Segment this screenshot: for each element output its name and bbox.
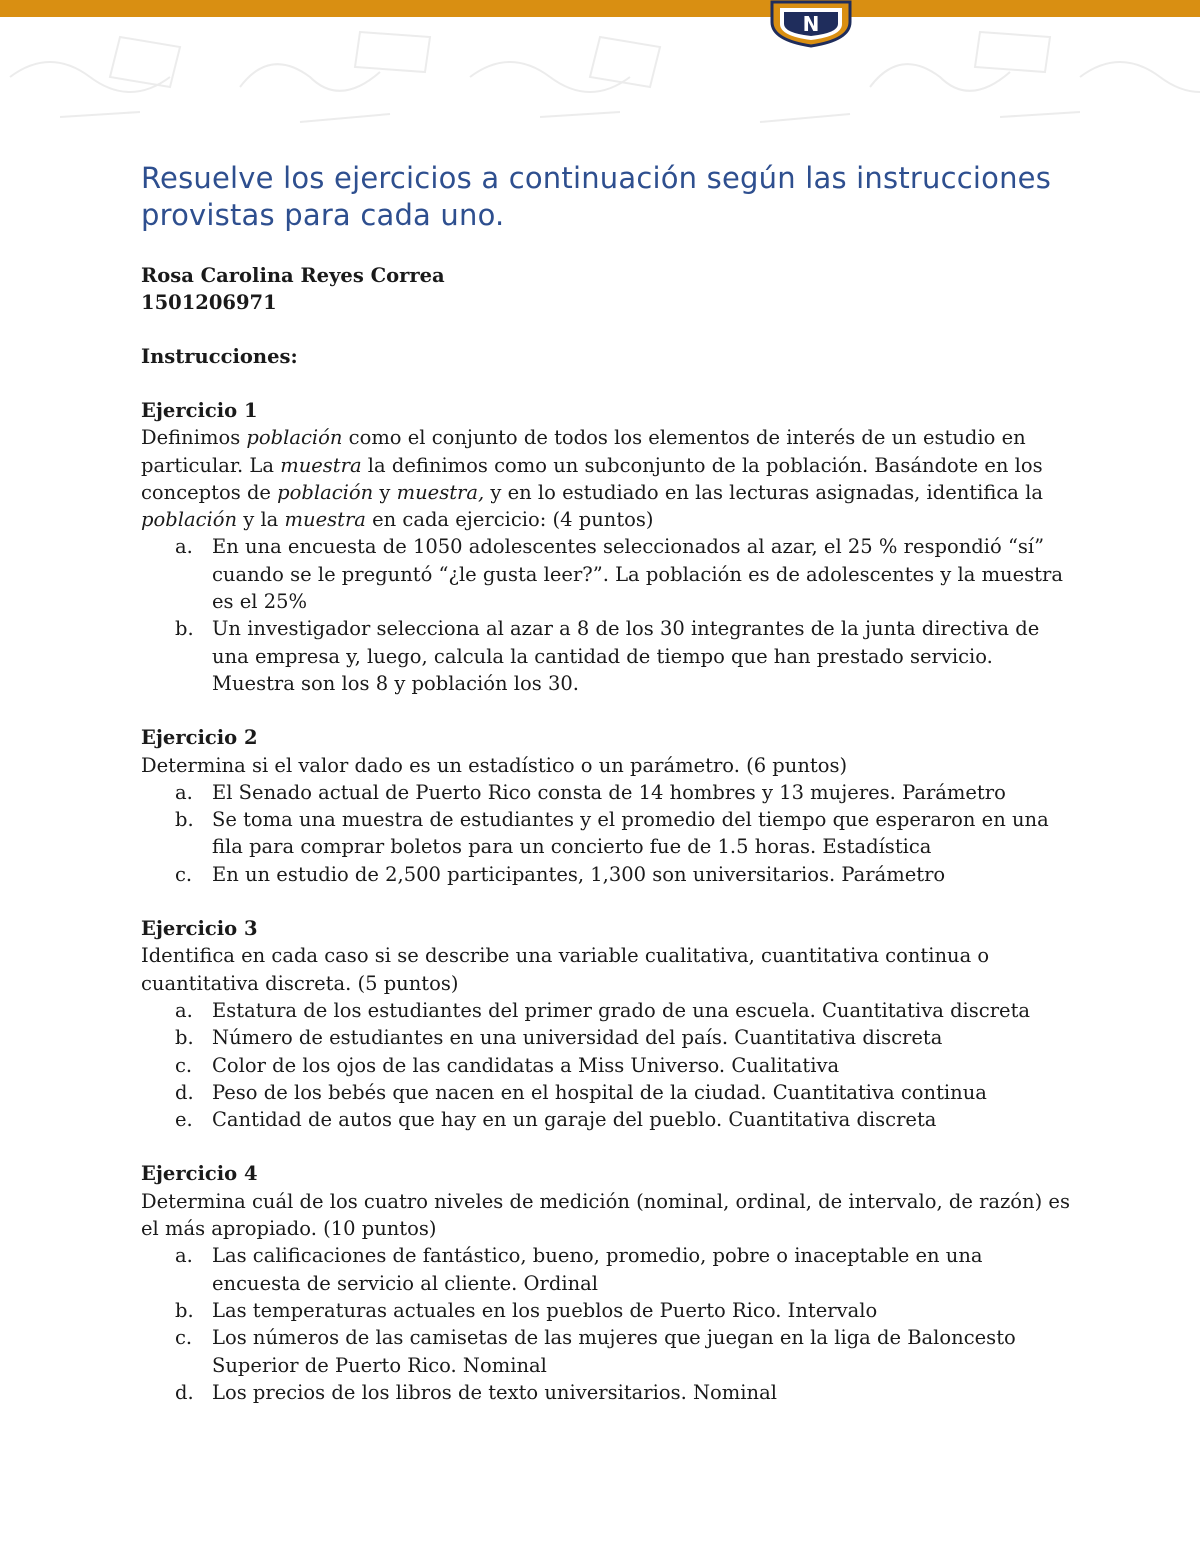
statement-text: en cada ejercicio: (4 puntos) [365,508,654,532]
exercise-3 [141,915,1071,1133]
item-text: Peso de los bebés que nacen en el hospital de la ciudad. Cuantitativa continua [212,1080,987,1104]
item-marker: b. [175,1026,194,1050]
item-marker: c. [175,1053,193,1077]
item-marker: c. [175,1326,193,1350]
item-text: Cantidad de autos que hay en un garaje del pueblo. Cuantitativa discreta [212,1108,937,1132]
page-title: Resuelve los ejercicios a continuación según las instrucciones provistas para cada uno. [141,161,1052,232]
list-item [141,533,1071,615]
item-text: En un estudio de 2,500 participantes, 1,300 son universitarios. Parámetro [212,862,946,886]
exercise-items [141,997,1071,1133]
exercise-items [141,1242,1071,1406]
list-item [141,1379,1071,1406]
student-id: 1501206971 [141,291,277,314]
statement-text: Definimos [141,426,247,450]
exercise-statement [141,424,1071,533]
statement-text: y en lo estudiado en las lecturas asignadas, identifica la [484,480,1043,504]
item-text: Los precios de los libros de texto universitarios. Nominal [212,1380,777,1404]
list-item [141,997,1071,1024]
instructions-label: Instrucciones: [141,345,298,368]
list-item [141,861,1071,888]
list-item [141,615,1071,697]
item-marker: d. [175,1080,194,1104]
item-text: En una encuesta de 1050 adolescentes seleccionados al azar, el 25 % respondió “sí” cuando se le preguntó “¿le gusta leer?”. La población es de adolescentes y la muestra es el 25% [212,535,1063,614]
document-body [141,160,1071,1406]
item-marker: a. [175,535,193,559]
list-item [141,1324,1071,1379]
list-item [141,1052,1071,1079]
item-marker: c. [175,862,193,886]
statement-text: como el conjunto de todos los elementos de interés de un estudio en particular. La [141,426,1026,477]
statement-term: muestra [280,453,362,477]
logo [768,0,854,48]
list-item [141,806,1071,861]
exercise-1 [141,397,1071,697]
header-bar [0,0,1200,17]
item-marker: d. [175,1380,194,1404]
item-text: Las calificaciones de fantástico, bueno, promedio, pobre o inaceptable en una encuesta de servicio al cliente. Ordinal [212,1244,983,1295]
item-marker: b. [175,1298,194,1322]
item-marker: a. [175,1244,193,1268]
svg-text:N: N [802,12,820,36]
exercise-4 [141,1160,1071,1406]
exercise-statement: Determina si el valor dado es un estadístico o un parámetro. (6 puntos) [141,753,848,777]
exercise-heading: Ejercicio 2 [141,726,258,750]
statement-text: y [373,480,397,504]
exercise-items [141,779,1071,888]
item-text: Los números de las camisetas de las mujeres que juegan en la liga de Baloncesto Superior de Puerto Rico. Nominal [212,1326,1016,1377]
item-text: Número de estudiantes en una universidad del país. Cuantitativa discreta [212,1026,943,1050]
item-text: Color de los ojos de las candidatas a Miss Universo. Cualitativa [212,1053,840,1077]
list-item [141,1079,1071,1106]
exercise-2 [141,724,1071,888]
exercise-items [141,533,1071,697]
statement-term: población [246,426,343,450]
statement-text: y la [237,508,285,532]
item-marker: a. [175,780,193,804]
item-text: Las temperaturas actuales en los pueblos de Puerto Rico. Intervalo [212,1298,878,1322]
item-marker: b. [175,808,194,832]
item-text: Se toma una muestra de estudiantes y el promedio del tiempo que esperaron en una fila para comprar boletos para un concierto fue de 1.5 horas. Estadística [212,808,1049,859]
item-marker: a. [175,998,193,1022]
exercise-statement: Identifica en cada caso si se describe una variable cualitativa, cuantitativa continua o cuantitativa discreta. (5 puntos) [141,944,990,995]
statement-term: muestra [284,508,366,532]
list-item [141,1106,1071,1133]
item-text: Estatura de los estudiantes del primer grado de una escuela. Cuantitativa discreta [212,998,1031,1022]
exercise-heading: Ejercicio 1 [141,399,258,422]
statement-term: población [141,508,238,532]
statement-term: población [277,480,374,504]
statement-text: la definimos como un subconjunto de la población. Basándote en los conceptos de [141,453,1043,504]
list-item [141,1242,1071,1297]
student-name: Rosa Carolina Reyes Correa [141,264,445,287]
exercise-heading: Ejercicio 4 [141,1162,258,1186]
item-text: El Senado actual de Puerto Rico consta de 14 hombres y 13 mujeres. Parámetro [212,780,1006,804]
list-item [141,1024,1071,1051]
header-watermark-pattern [0,17,1200,132]
item-text: Un investigador selecciona al azar a 8 de los 30 integrantes de la junta directiva de una empresa y, luego, calcula la cantidad de tiempo que han prestado servicio. Muestra son los 8 y población los 30. [212,617,1040,695]
exercise-statement: Determina cuál de los cuatro niveles de medición (nominal, ordinal, de intervalo, de razón) es el más apropiado. (10 puntos) [141,1189,1070,1241]
item-marker: e. [175,1108,193,1132]
statement-term: muestra, [396,480,485,504]
item-marker: b. [175,617,194,641]
exercise-heading: Ejercicio 3 [141,917,258,941]
list-item [141,779,1071,806]
list-item [141,1297,1071,1324]
